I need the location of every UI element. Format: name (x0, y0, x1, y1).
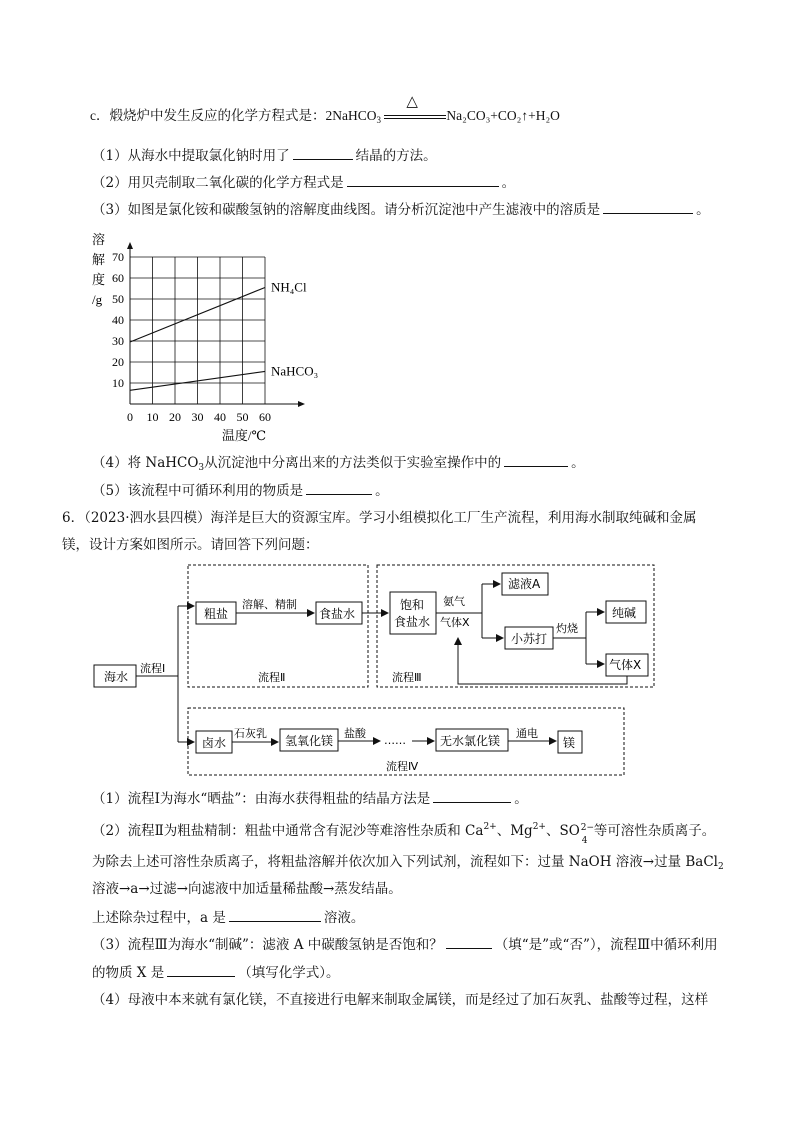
x-axis-label: 温度/℃ (221, 428, 267, 443)
lime-milk-label: 石灰乳 (234, 727, 267, 740)
p6-q2-line2-text: 为除去上述可溶性杂质离子，将粗盐溶解并依次加入下列试剂，流程如下：过量 NaOH 溶液→过量 BaCl (92, 854, 719, 870)
q3-text: （3）如图是氯化铵和碳酸氢钠的溶解度曲线图。请分析沉淀池中产生滤液中的溶质是 (92, 202, 601, 218)
saturated-label-2: 食盐水 (394, 615, 431, 629)
reaction-line-c (90, 93, 560, 130)
q2-suffix: 。 (501, 175, 516, 191)
hcl-label: 盐酸 (344, 727, 366, 740)
series-label: NH₄Cl (271, 279, 307, 295)
answer-blank[interactable] (603, 199, 693, 214)
x-tick-label: 40 (214, 410, 226, 424)
flow4-label: 流程Ⅳ (386, 760, 419, 773)
q2-text: （2）用贝壳制取二氧化碳的化学方程式是 (92, 175, 344, 191)
p6-question-1 (92, 788, 528, 809)
reaction-products: Na₂CO₃+CO₂↑+H₂O (446, 108, 560, 123)
q4-text: （4）将 NaHCO (92, 455, 199, 471)
y-tick-label: 10 (112, 376, 124, 390)
y-axis-label: 度 (92, 272, 106, 287)
brine-label: 食盐水 (319, 607, 356, 621)
answer-blank[interactable] (433, 788, 511, 803)
answer-blank[interactable] (446, 934, 492, 949)
p6-q2-text: （2）流程Ⅱ为粗盐精制：粗盐中通常含有泥沙等难溶性杂质和 Ca (92, 823, 484, 839)
x-tick-label: 10 (146, 410, 159, 424)
p6-question-2 (92, 817, 716, 846)
p6-q1-suffix: 。 (514, 791, 528, 807)
answer-blank[interactable] (347, 172, 499, 187)
p6-q2-end: 等可溶性杂质离子。 (593, 823, 716, 839)
p6-q3-line2-text: 的物质 X 是 (92, 965, 165, 981)
dissolve-refine-label: 溶解、精制 (242, 598, 297, 611)
y-tick-label: 30 (112, 334, 124, 348)
reaction-prefix: c．煅烧炉中发生反应的化学方程式是：2NaHCO (90, 108, 377, 123)
flow1-label: 流程Ⅰ (140, 662, 166, 675)
problem-6-line2: 镁，设计方案如图所示。请回答下列问题： (62, 537, 319, 553)
y-tick-label: 50 (112, 292, 124, 306)
p6-q2-line4 (92, 907, 364, 928)
p6-q3-line2-suffix: （填写化学式）。 (238, 965, 340, 981)
bittern-label: 卤水 (202, 736, 227, 750)
crude-salt-label: 粗盐 (204, 607, 229, 621)
series-label: NaHCO₃ (271, 363, 319, 379)
q1-text: （1）从海水中提取氯化钠时用了 (92, 148, 290, 164)
x-tick-label: 60 (259, 410, 271, 424)
gas-x-label: 气体X (609, 658, 642, 672)
q4-suffix: 。 (571, 455, 585, 471)
p6-question-4: （4）母液中本来就有氯化镁，不直接进行电解来制取金属镁，而是经过了加石灰乳、盐酸等过程，这样 (92, 992, 709, 1008)
magnesium-label: 镁 (563, 736, 576, 750)
filtrate-a-label: 滤液A (508, 577, 541, 591)
x-tick-label: 50 (236, 410, 249, 424)
question-4 (92, 452, 585, 478)
q5-text: （5）该流程中可循环利用的物质是 (92, 483, 304, 499)
ammonia-label: 氨气 (443, 595, 465, 608)
answer-blank[interactable] (229, 907, 321, 922)
baking-soda-label: 小苏打 (511, 632, 548, 646)
p6-q3-text: （3）流程Ⅲ为海水“制碱”：滤液 A 中碳酸氢钠是否饱和？ (92, 937, 443, 953)
flow3-label: 流程Ⅲ (392, 671, 422, 684)
y-axis-arrow (127, 242, 133, 249)
seawater-label: 海水 (104, 670, 129, 684)
y-tick-label: 60 (112, 271, 124, 285)
x-tick-label: 0 (127, 410, 133, 424)
q4-subscript: 3 (198, 463, 205, 473)
y-axis-label: 溶 (92, 232, 106, 247)
problem-6-line1: 6．（2023·泗水县四模）海洋是巨大的资源宝库。学习小组模拟化工厂生产流程，利用海水制取纯碱和金属 (62, 510, 697, 526)
mg-hydroxide-label: 氢氧化镁 (285, 734, 334, 748)
y-axis-label: /g (92, 292, 103, 307)
ellipsis: …… (384, 734, 406, 747)
answer-blank[interactable] (306, 480, 372, 495)
reaction-subscript: 3 (376, 115, 381, 125)
p6-q3-text-2: （填“是”或“否”），流程Ⅲ中循环利用 (494, 937, 718, 953)
q1-suffix: 结晶的方法。 (355, 148, 437, 164)
question-5 (92, 480, 389, 501)
y-tick-label: 40 (112, 313, 124, 327)
p6-question-3 (92, 934, 718, 955)
q4-text-2: 从沉淀池中分离出来的方法类似于实验室操作中的 (204, 455, 502, 471)
sulfate-indices (580, 822, 595, 846)
q5-suffix: 。 (375, 483, 389, 499)
anhydrous-mgcl2-label: 无水氯化镁 (440, 734, 501, 748)
answer-blank[interactable] (293, 145, 353, 160)
q3-suffix: 。 (696, 202, 710, 218)
x-tick-label: 20 (169, 410, 181, 424)
soda-ash-label: 纯碱 (612, 606, 637, 620)
y-tick-label: 70 (112, 250, 124, 264)
process-flowchart (90, 560, 670, 785)
answer-blank[interactable] (167, 962, 235, 977)
solubility-chart (86, 228, 346, 446)
p6-q2-line2 (92, 852, 724, 877)
p6-q3-line2 (92, 962, 339, 983)
ca-charge: 2+ (483, 822, 497, 832)
gas-x-inline-label: 气体X (440, 616, 470, 629)
mg-charge: 2+ (532, 822, 546, 832)
p6-q1-text: （1）流程Ⅰ为海水“晒盐”：由海水获得粗盐的结晶方法是 (92, 791, 431, 807)
p6-q2-mg: 、Mg (496, 823, 533, 839)
answer-blank[interactable] (504, 452, 568, 467)
question-3 (92, 199, 710, 220)
sulfate-charge: 2− (580, 822, 595, 833)
question-1 (92, 145, 437, 166)
flow2-label: 流程Ⅱ (258, 671, 286, 684)
sulfate-subscript: 4 (581, 835, 588, 846)
bacl2-subscript: 2 (718, 862, 724, 872)
p6-q2-line3: 溶液→a→过滤→向滤液中加适量稀盐酸→蒸发结晶。 (92, 881, 402, 897)
x-tick-label: 30 (191, 410, 204, 424)
heat-condition: △ (406, 93, 418, 110)
p6-q2-so: 、SO (545, 823, 580, 839)
reaction-arrow (384, 93, 446, 124)
calcine-label: 灼烧 (556, 622, 578, 635)
question-2 (92, 172, 515, 193)
y-axis-label: 解 (92, 252, 106, 267)
p6-q2-line4-suffix: 溶液。 (323, 910, 365, 926)
x-axis-arrow (298, 401, 305, 407)
p6-q2-line4-text: 上述除杂过程中，a 是 (92, 910, 226, 926)
y-tick-label: 20 (112, 355, 124, 369)
flow2-frame (188, 565, 368, 687)
electrolysis-label: 通电 (516, 727, 538, 740)
saturated-label-1: 饱和 (400, 598, 425, 612)
